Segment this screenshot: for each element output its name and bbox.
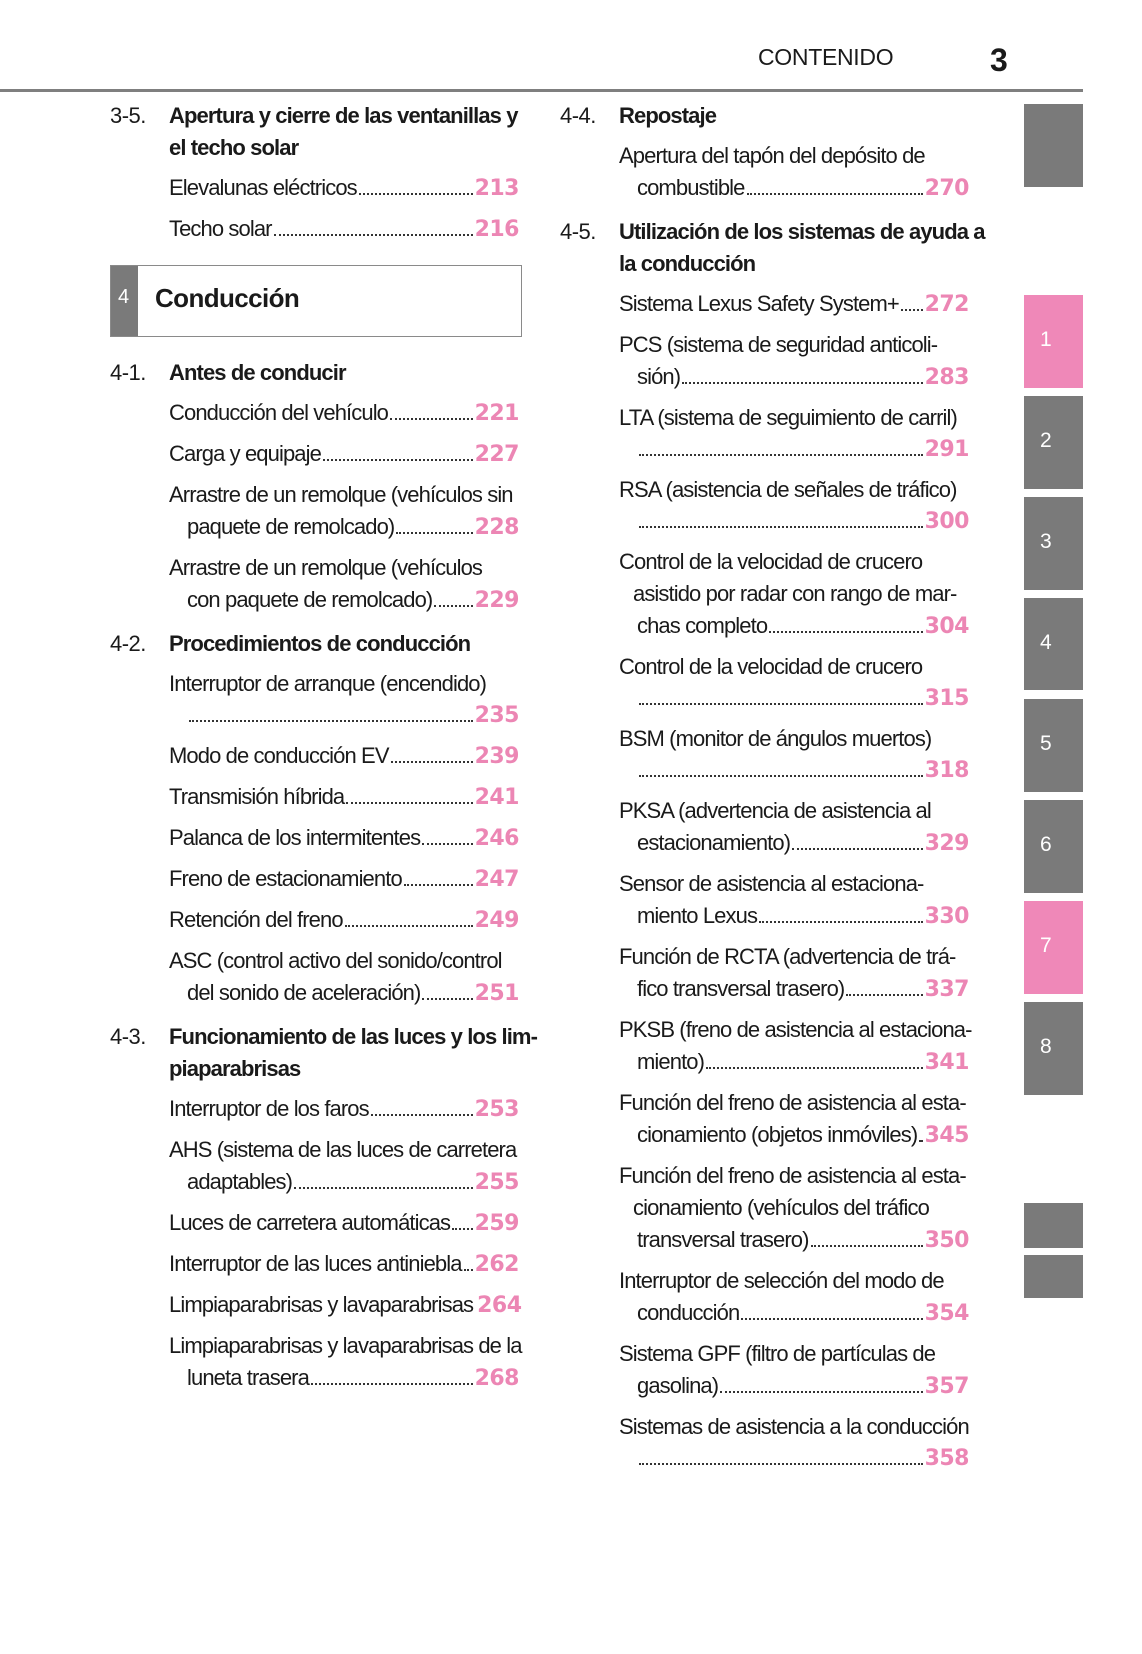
toc-entry[interactable] xyxy=(169,1093,519,1126)
toc-entry-line: AHS (sistema de las luces de carretera xyxy=(169,1137,517,1162)
toc-entry-line: Limpiaparabrisas y lavaparabrisas de la xyxy=(169,1333,522,1358)
toc-entry-line xyxy=(169,740,519,773)
toc-entry-line: Función del freno de asistencia al esta- xyxy=(619,1163,966,1188)
toc-entry-line xyxy=(619,506,969,538)
toc-entry-text: Freno de estacionamiento xyxy=(169,866,402,891)
toc-entry-text: gasolina) xyxy=(637,1373,719,1398)
dot-leader xyxy=(706,1067,923,1069)
page-link[interactable]: 304 xyxy=(924,614,969,639)
page-link[interactable]: 341 xyxy=(924,1050,969,1075)
chapter-tab-blank-10[interactable] xyxy=(1024,1255,1083,1298)
toc-entry[interactable] xyxy=(619,329,969,394)
dot-leader xyxy=(422,843,472,845)
section-title-line: el techo solar xyxy=(169,135,299,160)
toc-entry-line xyxy=(169,1289,522,1322)
toc-entry[interactable] xyxy=(169,1330,522,1395)
chapter-tab-7[interactable]: 7 xyxy=(1024,901,1083,994)
page-link[interactable]: 259 xyxy=(474,1211,519,1236)
toc-section xyxy=(110,100,519,246)
page-link[interactable]: 358 xyxy=(924,1446,969,1471)
page-header-title: CONTENIDO xyxy=(758,44,894,70)
toc-entry-text: combustible xyxy=(637,175,745,200)
toc-entry[interactable] xyxy=(619,1338,969,1403)
dot-leader xyxy=(345,925,473,927)
toc-entry-line xyxy=(619,361,969,394)
toc-section xyxy=(110,357,537,617)
dot-leader xyxy=(769,631,922,633)
section-number: 3-5. xyxy=(110,103,146,128)
toc-entry[interactable] xyxy=(169,740,519,773)
page-link[interactable]: 216 xyxy=(474,217,519,242)
toc-section xyxy=(110,628,537,1010)
page-link[interactable]: 350 xyxy=(924,1228,969,1253)
toc-entry-line xyxy=(619,755,969,787)
toc-entry-text: con paquete de remolcado) xyxy=(187,587,433,612)
toc-entry-text: paquete de remolcado) xyxy=(187,514,395,539)
toc-entry-line xyxy=(169,213,519,246)
header-divider xyxy=(0,89,1083,92)
toc-entry-line xyxy=(169,1207,519,1240)
toc-entry-text: Palanca de los intermitentes xyxy=(169,825,421,850)
toc-entry-line xyxy=(619,900,969,933)
toc-entry[interactable] xyxy=(619,723,969,787)
page-link[interactable]: 270 xyxy=(924,176,969,201)
toc-entry-text: transversal trasero) xyxy=(637,1227,809,1252)
dot-leader xyxy=(311,1383,473,1385)
chapter-tab-1[interactable]: 1 xyxy=(1024,295,1083,388)
dot-leader xyxy=(346,802,472,804)
dot-leader xyxy=(189,720,473,722)
toc-entry[interactable] xyxy=(619,140,969,205)
toc-entry-line xyxy=(619,1370,969,1403)
toc-entry[interactable] xyxy=(619,474,969,538)
toc-entry-line xyxy=(619,434,969,466)
toc-entry-line: Función del freno de asistencia al esta- xyxy=(619,1090,966,1115)
page-link[interactable]: 354 xyxy=(924,1301,969,1326)
toc-entry-line xyxy=(169,438,519,471)
toc-entry[interactable] xyxy=(619,402,969,466)
page-number: 3 xyxy=(990,42,1008,78)
chapter-tab-3[interactable]: 3 xyxy=(1024,497,1083,590)
toc-entry-line xyxy=(169,1362,519,1395)
toc-entry-line: Función de RCTA (advertencia de trá- xyxy=(619,944,956,969)
chapter-tab-blank-9[interactable] xyxy=(1024,1203,1083,1248)
toc-right-column xyxy=(560,100,985,1475)
toc-entry-line: Arrastre de un remolque (vehículos xyxy=(169,555,483,580)
dot-leader xyxy=(464,1269,473,1271)
toc-entry[interactable] xyxy=(169,822,519,855)
chapter-tab-5[interactable]: 5 xyxy=(1024,699,1083,792)
toc-entry-line xyxy=(169,904,519,937)
toc-entry-text: Transmisión híbrida xyxy=(169,784,345,809)
page-link[interactable]: 213 xyxy=(474,176,519,201)
page-link[interactable]: 251 xyxy=(474,981,519,1006)
section-number: 4-3. xyxy=(110,1024,146,1049)
toc-entry[interactable] xyxy=(169,1134,519,1199)
toc-entry-line xyxy=(619,1297,969,1330)
page-link[interactable]: 241 xyxy=(474,785,519,810)
page-link[interactable]: 249 xyxy=(474,908,519,933)
toc-section xyxy=(560,216,985,1475)
page-link[interactable]: 345 xyxy=(924,1123,969,1148)
toc-entry[interactable] xyxy=(619,1160,969,1257)
section-number: 4-2. xyxy=(110,631,146,656)
page-link[interactable]: 253 xyxy=(474,1097,519,1122)
page-link[interactable]: 235 xyxy=(474,703,519,728)
toc-entry-text: del sonido de aceleración) xyxy=(187,980,421,1005)
page-link[interactable]: 283 xyxy=(924,365,969,390)
chapter-tab-8[interactable]: 8 xyxy=(1024,1002,1083,1095)
toc-entry-text: Sistema Lexus Safety System+ xyxy=(619,291,899,316)
page-link[interactable]: 315 xyxy=(924,686,969,711)
toc-entry-line: BSM (monitor de ángulos muertos) xyxy=(619,726,932,751)
chapter-header-box xyxy=(110,265,522,337)
toc-entry-line: Interruptor de selección del modo de xyxy=(619,1268,944,1293)
toc-entry-line xyxy=(619,610,969,643)
section-title-line: Apertura y cierre de las ventanillas y xyxy=(169,103,518,128)
toc-entry-text: Retención del freno xyxy=(169,907,343,932)
toc-entry-line xyxy=(169,700,519,732)
toc-entry-text: miento Lexus xyxy=(637,903,758,928)
section-title[interactable] xyxy=(169,357,537,389)
page-link[interactable]: 329 xyxy=(924,831,969,856)
dot-leader xyxy=(404,884,473,886)
toc-section xyxy=(110,1021,537,1395)
toc-entry-text: sión) xyxy=(637,364,681,389)
toc-entry-line xyxy=(619,172,969,205)
toc-entry-line xyxy=(619,973,969,1006)
toc-entry-line xyxy=(169,1248,519,1281)
toc-entry[interactable] xyxy=(619,1411,969,1475)
toc-entry[interactable] xyxy=(169,438,519,471)
toc-left-column xyxy=(110,357,537,1395)
dot-leader xyxy=(919,1140,922,1142)
toc-entry-text: adaptables) xyxy=(187,1169,293,1194)
section-title-line: Funcionamiento de las luces y los lim- xyxy=(169,1024,538,1049)
toc-entry-text: chas completo xyxy=(637,613,768,638)
dot-leader xyxy=(294,1187,472,1189)
page-link[interactable]: 227 xyxy=(474,442,519,467)
toc-entry-line xyxy=(169,977,519,1010)
dot-leader xyxy=(396,532,472,534)
section-title-line: Repostaje xyxy=(619,103,717,128)
toc-entry-text: luneta trasera xyxy=(187,1365,309,1390)
toc-entry-line xyxy=(169,584,519,617)
section-title[interactable] xyxy=(169,628,537,660)
toc-entry[interactable] xyxy=(619,651,969,715)
dot-leader xyxy=(846,994,922,996)
toc-entry-text: Conducción del vehículo xyxy=(169,400,389,425)
page-link[interactable]: 247 xyxy=(474,867,519,892)
toc-entry-line: Sistemas de asistencia a la conducción xyxy=(619,1414,969,1439)
dot-leader xyxy=(759,921,923,923)
toc-left-top xyxy=(110,100,519,246)
toc-entry-line: Arrastre de un remolque (vehículos sin xyxy=(169,482,513,507)
dot-leader xyxy=(639,703,923,705)
page-link[interactable]: 268 xyxy=(474,1366,519,1391)
toc-entry-line xyxy=(169,863,519,896)
toc-entry-text: Luces de carretera automáticas xyxy=(169,1210,451,1235)
page-link[interactable]: 337 xyxy=(924,977,969,1002)
chapter-tab-2[interactable]: 2 xyxy=(1024,396,1083,489)
dot-leader xyxy=(434,605,472,607)
toc-entry[interactable] xyxy=(619,288,969,321)
toc-entry[interactable] xyxy=(169,1248,519,1281)
toc-entry[interactable] xyxy=(169,479,519,544)
chapter-tab-6[interactable]: 6 xyxy=(1024,800,1083,893)
section-title-line: piaparabrisas xyxy=(169,1056,301,1081)
page-link[interactable]: 239 xyxy=(474,744,519,769)
toc-entry-text: fico transversal trasero) xyxy=(637,976,845,1001)
toc-entry-line xyxy=(619,827,969,860)
toc-entry-line: RSA (asistencia de señales de tráfico) xyxy=(619,477,957,502)
toc-entry-text: estacionamiento) xyxy=(637,830,791,855)
dot-leader xyxy=(323,459,473,461)
section-title-line: Antes de conducir xyxy=(169,360,346,385)
section-title[interactable] xyxy=(169,1021,537,1085)
toc-entry-line: PCS (sistema de seguridad anticoli- xyxy=(619,332,938,357)
toc-entry-text: Modo de conducción EV xyxy=(169,743,389,768)
page-link[interactable]: 291 xyxy=(924,437,969,462)
toc-entry-line: Sensor de asistencia al estaciona- xyxy=(619,871,924,896)
toc-entry[interactable] xyxy=(619,1087,969,1152)
toc-entry[interactable] xyxy=(169,1207,519,1240)
toc-entry[interactable] xyxy=(619,546,969,643)
toc-section xyxy=(560,100,985,205)
page-link[interactable]: 255 xyxy=(474,1170,519,1195)
toc-entry[interactable] xyxy=(169,397,519,430)
toc-entry-line: LTA (sistema de seguimiento de carril) xyxy=(619,405,957,430)
section-title[interactable] xyxy=(169,100,519,164)
toc-entry-line: Interruptor de arranque (encendido) xyxy=(169,671,487,696)
toc-entry-line xyxy=(169,1093,519,1126)
section-number: 4-4. xyxy=(560,103,596,128)
dot-leader xyxy=(901,309,923,311)
page-link[interactable]: 318 xyxy=(924,758,969,783)
section-title-line: Utilización de los sistemas de ayuda a xyxy=(619,219,985,244)
toc-entry[interactable] xyxy=(619,1014,972,1079)
toc-entry-line: Sistema GPF (filtro de partículas de xyxy=(619,1341,936,1366)
dot-leader xyxy=(747,193,923,195)
chapter-tab-blank-0[interactable] xyxy=(1024,104,1083,187)
toc-entry-line xyxy=(169,781,519,814)
page-link[interactable]: 330 xyxy=(924,904,969,929)
dot-leader xyxy=(359,193,473,195)
toc-entry-line: PKSB (freno de asistencia al estaciona- xyxy=(619,1017,972,1042)
toc-entry-text: miento) xyxy=(637,1049,705,1074)
section-title[interactable] xyxy=(619,216,985,280)
dot-leader xyxy=(391,761,473,763)
toc-entry[interactable] xyxy=(619,868,969,933)
chapter-number: 4 xyxy=(111,266,138,336)
section-title[interactable] xyxy=(619,100,985,132)
toc-entry[interactable] xyxy=(169,863,519,896)
dot-leader xyxy=(639,526,923,528)
page-link[interactable]: 262 xyxy=(474,1252,519,1277)
toc-entry[interactable] xyxy=(169,172,519,205)
section-number: 4-1. xyxy=(110,360,146,385)
toc-entry-line xyxy=(169,397,519,430)
toc-entry-line xyxy=(619,1119,969,1152)
page-link[interactable]: 229 xyxy=(474,588,519,613)
section-title-line: la conducción xyxy=(619,251,756,276)
toc-entry-text: conducción xyxy=(637,1300,740,1325)
dot-leader xyxy=(452,1228,472,1230)
dot-leader xyxy=(390,418,473,420)
toc-entry-text: Elevalunas eléctricos xyxy=(169,175,357,200)
toc-entry-line xyxy=(619,288,969,321)
toc-entry-line xyxy=(619,683,969,715)
dot-leader xyxy=(639,775,923,777)
toc-entry[interactable] xyxy=(169,781,519,814)
toc-entry-line xyxy=(619,1046,969,1079)
toc-entry-text: Interruptor de las luces antiniebla xyxy=(169,1251,462,1276)
toc-entry[interactable] xyxy=(169,213,519,246)
page-link[interactable]: 272 xyxy=(924,292,969,317)
dot-leader xyxy=(811,1245,923,1247)
toc-entry-line xyxy=(169,172,519,205)
dot-leader xyxy=(720,1391,922,1393)
page-link[interactable]: 300 xyxy=(924,509,969,534)
page-link[interactable]: 264 xyxy=(477,1293,522,1318)
toc-entry-line: Control de la velocidad de crucero xyxy=(619,654,923,679)
dot-leader xyxy=(639,1463,923,1465)
toc-entry-line xyxy=(169,822,519,855)
dot-leader xyxy=(741,1318,922,1320)
toc-entry[interactable] xyxy=(619,1265,969,1330)
toc-entry-line: Control de la velocidad de crucero xyxy=(619,549,923,574)
dot-leader xyxy=(792,848,922,850)
toc-entry-line: ASC (control activo del sonido/control xyxy=(169,948,502,973)
toc-entry[interactable] xyxy=(619,941,969,1006)
toc-entry-line: Apertura del tapón del depósito de xyxy=(619,143,925,168)
dot-leader xyxy=(274,234,473,236)
page-link[interactable]: 246 xyxy=(474,826,519,851)
toc-entry-line: cionamiento (vehículos del tráfico xyxy=(633,1195,929,1220)
toc-entry-line: asistido por radar con rango de mar- xyxy=(633,581,957,606)
toc-entry[interactable] xyxy=(169,945,519,1010)
toc-entry[interactable] xyxy=(169,552,519,617)
page-link[interactable]: 221 xyxy=(474,401,519,426)
chapter-title: Conducción xyxy=(155,283,300,313)
toc-entry-text: Interruptor de los faros xyxy=(169,1096,369,1121)
toc-entry[interactable] xyxy=(169,904,519,937)
toc-entry-line xyxy=(619,1443,969,1475)
section-number: 4-5. xyxy=(560,219,596,244)
toc-entry-text: Carga y equipaje xyxy=(169,441,321,466)
page-link[interactable]: 228 xyxy=(474,515,519,540)
toc-entry[interactable] xyxy=(169,668,519,732)
toc-entry-line xyxy=(619,1224,969,1257)
toc-entry-line xyxy=(169,1166,519,1199)
toc-entry-text: Techo solar xyxy=(169,216,272,241)
toc-entry-text: cionamiento (objetos inmóviles) xyxy=(637,1122,918,1147)
toc-entry-line xyxy=(169,511,519,544)
dot-leader xyxy=(422,998,472,1000)
chapter-tab-4[interactable]: 4 xyxy=(1024,598,1083,690)
page-link[interactable]: 357 xyxy=(924,1374,969,1399)
dot-leader xyxy=(639,454,923,456)
toc-entry-text: Limpiaparabrisas y lavaparabrisas xyxy=(169,1292,474,1317)
toc-entry[interactable] xyxy=(619,795,969,860)
toc-entry[interactable] xyxy=(169,1289,522,1322)
dot-leader xyxy=(371,1114,473,1116)
section-title-line: Procedimientos de conducción xyxy=(169,631,471,656)
dot-leader xyxy=(682,382,922,384)
toc-entry-line: PKSA (advertencia de asistencia al xyxy=(619,798,931,823)
